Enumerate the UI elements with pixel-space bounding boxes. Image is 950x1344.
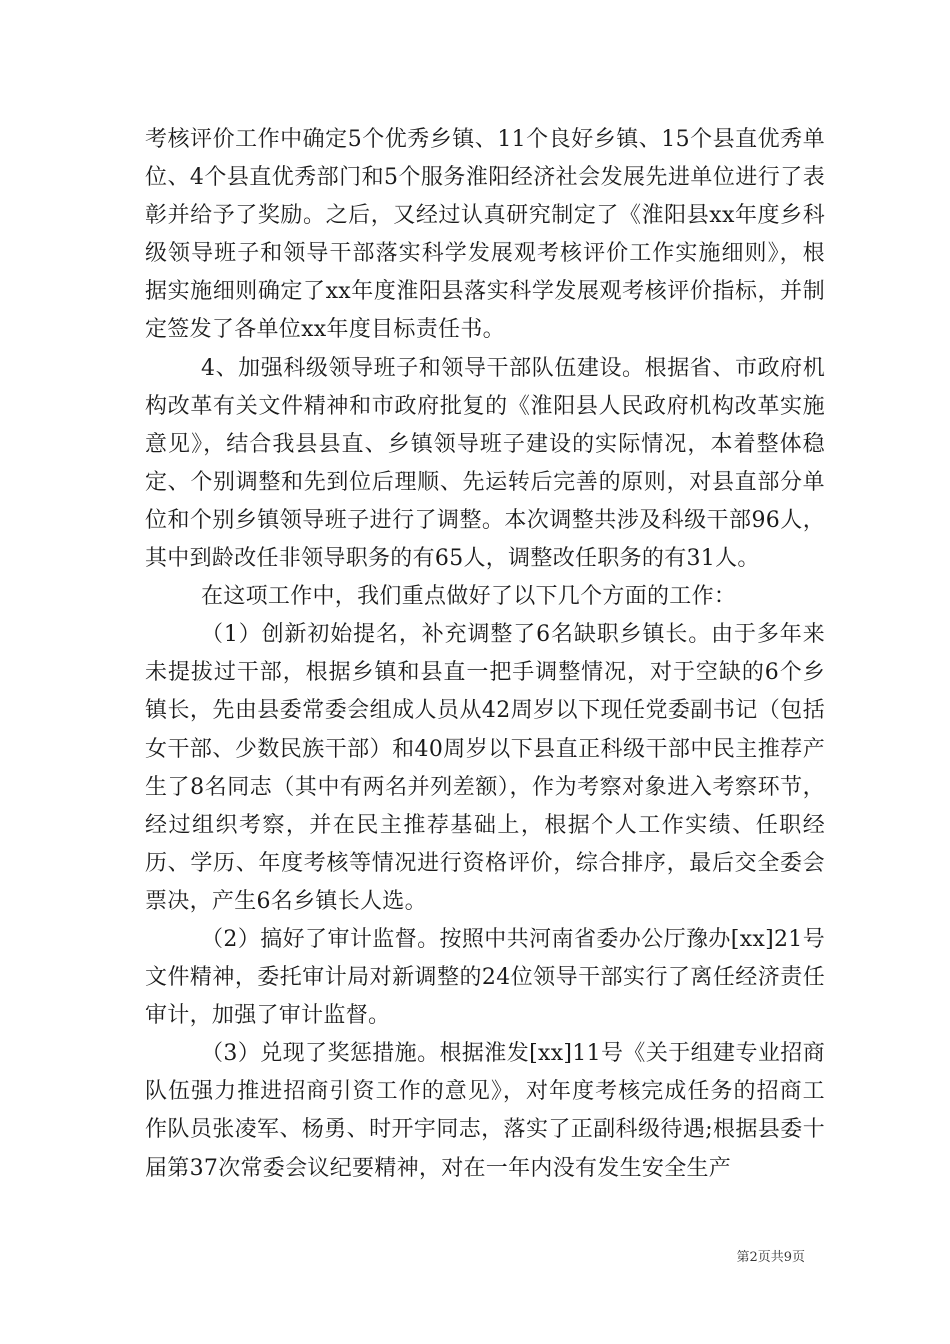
- paragraph-4: （1）创新初始提名，补充调整了6名缺职乡镇长。由于多年来未提拔过干部，根据乡镇和县直一把手调整情况，对于空缺的6个乡镇长，先由县委常委会组成人员从42周岁以下现任党委副书记（包括女干部、少数民族干部）和40周岁以下县直正科级干部中民主推荐产生了8名同志（其中有两名并列差额），作为考察对象进入考察环节，经过组织考察，并在民主推荐基础上，根据个人工作实绩、任职经历、学历、年度考核等情况进行资格评价，综合排序，最后交全委会票决，产生6名乡镇长人选。: [145, 622, 825, 914]
- paragraph-3: 在这项工作中，我们重点做好了以下几个方面的工作：: [201, 584, 737, 610]
- page-number-footer: 第2页共9页: [736, 1250, 805, 1265]
- paragraph-6: （3）兑现了奖惩措施。根据淮发[xx]11号《关于组建专业招商队伍强力推进招商引资工作的意见》，对年度考核完成任务的招商工作队员张凌军、杨勇、时开宇同志，落实了正副科级待遇;根据县委十届第37次常委会议纪要精神，对在一年内没有发生安全生产: [145, 1041, 825, 1181]
- document-body: [145, 121, 825, 1188]
- paragraph-1: 考核评价工作中确定5个优秀乡镇、11个良好乡镇、15个县直优秀单位、4个县直优秀部门和5个服务淮阳经济社会发展先进单位进行了表彰并给予了奖励。之后，又经过认真研究制定了《淮阳县xx年度乡科级领导班子和领导干部落实科学发展观考核评价工作实施细则》，根据实施细则确定了xx年度淮阳县落实科学发展观考核评价指标，并制定签发了各单位xx年度目标责任书。: [145, 127, 825, 343]
- paragraph-2: 4、加强科级领导班子和领导干部队伍建设。根据省、市政府机构改革有关文件精神和市政府批复的《淮阳县人民政府机构改革实施意见》，结合我县县直、乡镇领导班子建设的实际情况，本着整体稳定、个别调整和先到位后理顺、先运转后完善的原则，对县直部分单位和个别乡镇领导班子进行了调整。本次调整共涉及科级干部96人，其中到龄改任非领导职务的有65人，调整改任职务的有31人。: [145, 355, 825, 572]
- paragraph-5: （2）搞好了审计监督。按照中共河南省委办公厅豫办[xx]21号文件精神，委托审计局对新调整的24位领导干部实行了离任经济责任审计，加强了审计监督。: [145, 926, 825, 1029]
